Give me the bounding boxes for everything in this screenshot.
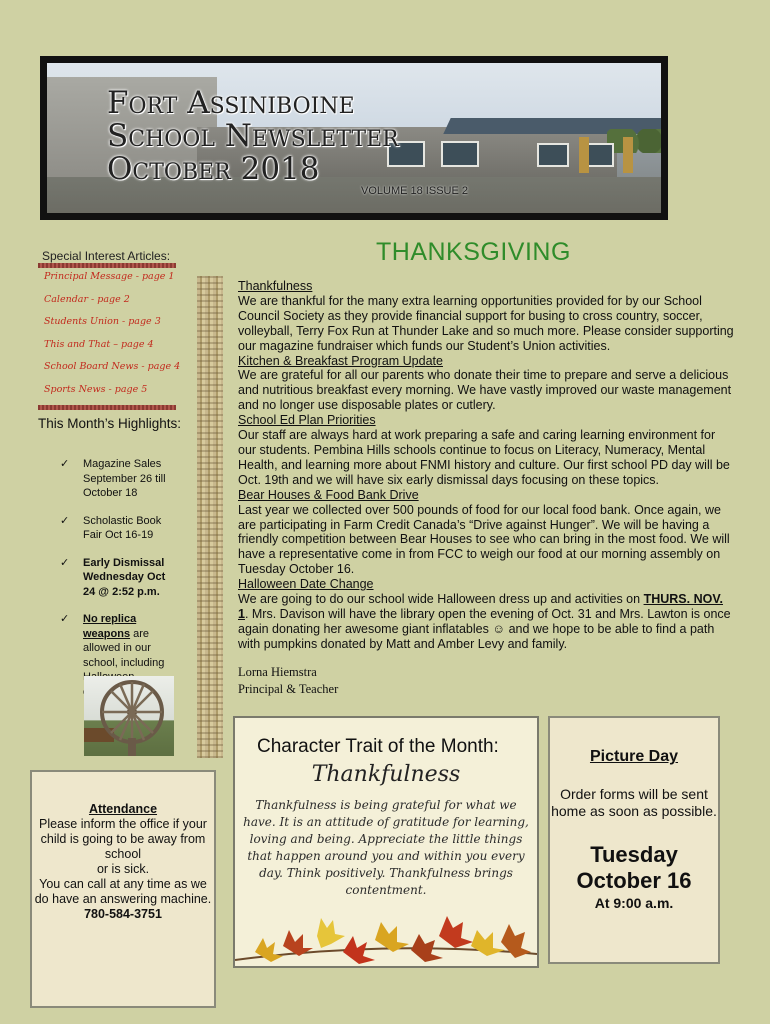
wagon-wheel-photo [84,676,174,756]
list-item: ✓ Magazine Sales September 26 till October 18 [60,458,166,499]
highlights-title: This Month’s Highlights: [38,416,182,431]
article-link[interactable]: School Board News - page 4 [44,361,181,373]
decorative-divider [197,276,223,758]
section-body: Last year we collected over 500 pounds of food for our local food bank. Once again, we are participating in Farm Credit Canada’s “Drive against Hunger”. We will be having a friendly competition between Bear Houses to see who can bring in the most food. We will have a representative come in from FCC to weigh our food at our morning assembly on Tuesday October 16. [238,502,730,577]
article-link[interactable]: Sports News - page 5 [44,383,148,395]
article-link[interactable]: Students Union - page 3 [44,316,161,328]
autumn-leaves-icon [235,896,537,966]
section-heading: Kitchen & Breakfast Program Update [238,353,443,368]
masthead-banner [40,56,668,220]
section-heading: Thankfulness [238,279,313,293]
checkmark-icon: ✓ [60,458,70,470]
section-heading: Bear Houses & Food Bank Drive [238,487,419,502]
list-item: ✓ Early Dismissal Wednesday Oct 24 @ 2:52 p.m. [60,556,166,598]
signature-name: Lorna Hiemstra [238,665,317,679]
picture-day-box [548,716,720,964]
list-item: ✓ Scholastic Book Fair Oct 16-19 [60,514,162,541]
picture-day-text: Order forms will be sent home as soon as possible. [551,786,717,819]
section-body: We are grateful for all our parents who donate their time to prepare and serve a delicious and nutritious breakfast every morning. We have vastly improved our waste management and no longer use disposable plates or cutlery. [238,368,732,413]
section-body: We are thankful for the many extra learning opportunities provided for by our School Council Society as they provide financial support for busing to cross country, soccer, volleyball, Terry Fox Run at Thunder Lake and so much more. Please consider supporting our magazine fundraiser which funds our Student’s Union activities. [238,293,734,353]
article-title: THANKSGIVING [376,238,571,266]
signature [238,664,338,698]
list-item: ✓ No replica weapons are allowed in our school, including [60,613,165,669]
volume-issue: VOLUME 18 ISSUE 2 [361,185,468,197]
wagon-wheel-icon [84,676,174,756]
checkmark-icon: ✓ [60,514,70,527]
section-body: We are going to do our school wide Halloween dress up and activities on THURS. NOV. 1. Mrs. Davison will have the library open the evening of Oct. 31 and Mrs. Lawton is once again donating her awesome giant inflatables ☺ and we hope to be able to find a path with pumpkins donated by Matt and Amber Levy and family. [238,592,731,651]
trait-text: Thankfulness is being grateful for what we have. It is an attitude of gratitude for learning, loving and being. Appreciate the little things that happen around you and within you every day. Think positively. Thankfulness brings contentment. [243,798,529,897]
phone-number: 780-584-3751 [84,907,162,921]
picture-day-date: Tuesday October 16 [576,842,692,893]
checkmark-icon: ✓ [60,613,70,625]
character-trait-box [233,716,539,968]
article-link[interactable]: Calendar - page 2 [44,293,130,305]
school-building-photo [47,63,661,213]
special-interest-heading: Special Interest Articles: [42,249,171,263]
picture-day-heading: Picture Day [589,748,679,765]
attendance-heading: Attendance [88,802,158,816]
picture-day-time: At 9:00 a.m. [594,895,674,911]
section-heading: School Ed Plan Priorities [238,413,376,428]
highlights-list [60,457,180,712]
section-body: Our staff are always hard at work preparing a safe and caring learning environment for our students. Pembina Hills schools continue to focus on Literacy, Numeracy, Mental Health, and learning more about FNMI history and culture. Our first school PD day will be Oct. 19th and we will have six early dismissal days focusing on these topics. [238,428,730,487]
principal-message [238,279,736,652]
trait-heading: Character Trait of the Month: [257,736,499,757]
attendance-box: Attendance Please inform the office if your child is going to be away from school or is sick. You can call at any time as we do have an answering machine. 780-584-3751 [30,770,216,1008]
signature-title: Principal & Teacher [238,682,339,696]
article-link[interactable]: This and That – page 4 [44,338,154,350]
trait-word: Thankfulness [311,762,461,787]
halloween-date: THURS. NOV. 1 [238,592,723,621]
article-link[interactable]: Principal Message - page 1 [44,271,175,282]
divider-bar [38,405,176,410]
checkmark-icon: ✓ [60,556,70,569]
article-index-list [44,266,184,402]
newsletter-title: Fort Assiniboine School Newsletter October 2018 [107,85,399,187]
section-heading: Halloween Date Change [238,577,374,592]
